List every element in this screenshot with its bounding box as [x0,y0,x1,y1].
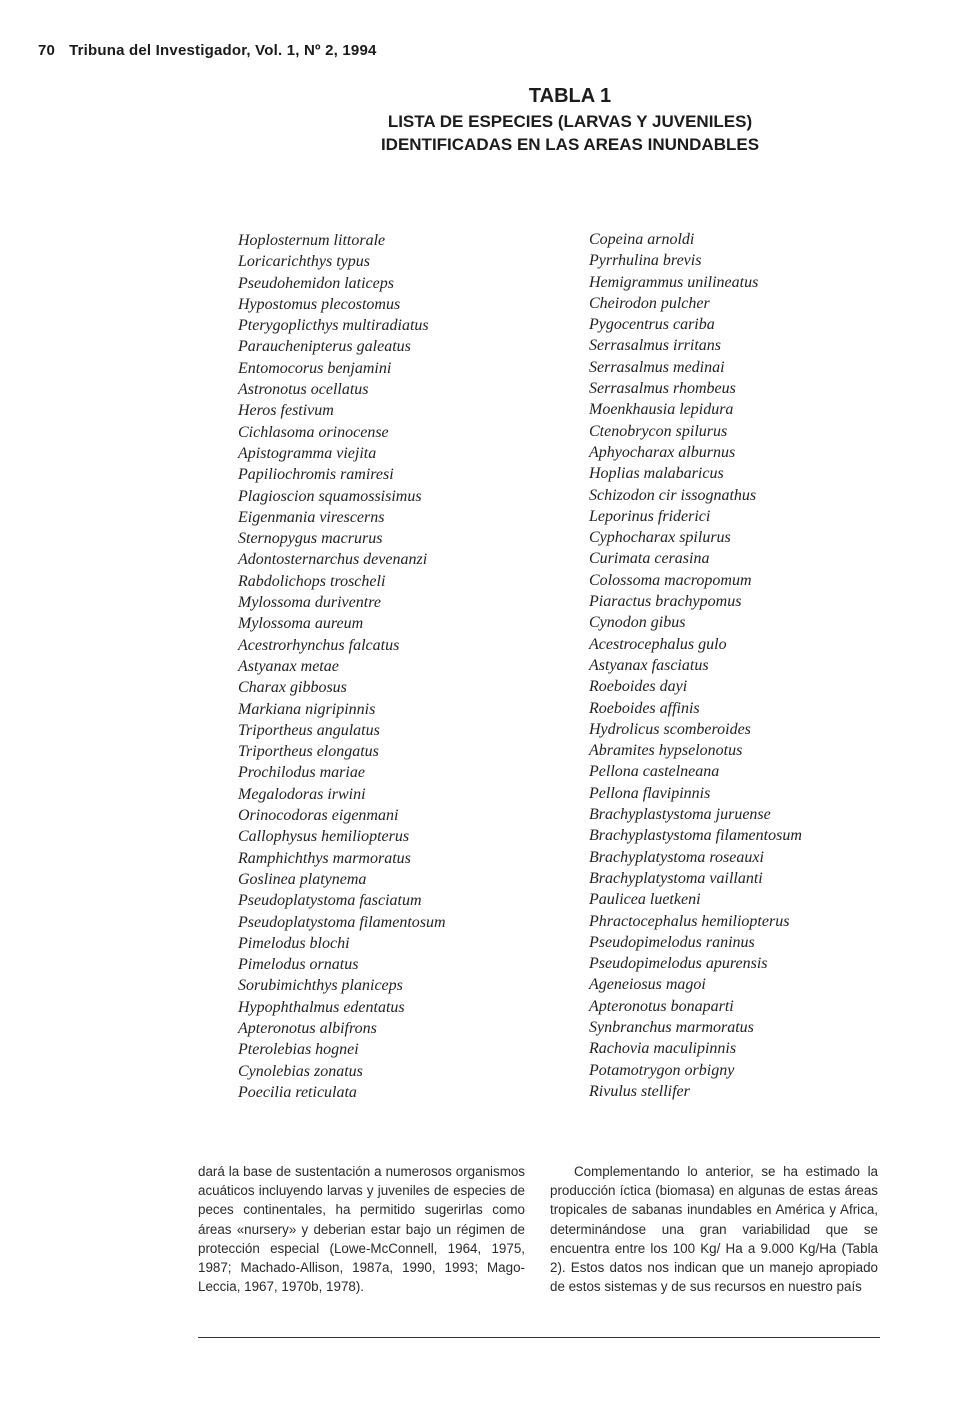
species-item: Serrasalmus rhombeus [589,380,736,398]
species-item: Callophysus hemiliopterus [238,828,410,846]
species-item: Sorubimichthys planiceps [238,977,403,995]
species-item: Cynodon gibus [589,614,686,632]
species-item: Brachyplastystoma juruense [589,806,771,824]
species-item: Ramphichthys marmoratus [238,849,411,867]
table-subtitle-line-2: IDENTIFICADAS EN LAS AREAS INUNDABLES [380,135,760,154]
species-item: Megalodoras irwini [238,785,366,803]
species-item: Copeina arnoldi [589,231,695,248]
species-item: Adontosternarchus devenanzi [238,551,428,569]
species-item: Rachovia maculipinnis [589,1040,737,1058]
species-item: Apteronotus albifrons [238,1019,377,1037]
species-item: Synbranchus marmoratus [589,1018,754,1036]
species-item: Goslinea platynema [238,870,367,888]
species-item: Pimelodus ornatus [238,956,359,974]
species-item: Piaractus brachypomus [589,593,742,611]
species-item: Hemigrammus unilineatus [589,273,759,291]
species-item: Cyphocharax spilurus [589,529,731,547]
species-item: Cynolebias zonatus [238,1062,363,1080]
table-title: TABLA 1 [528,85,612,107]
species-item: Hypophthalmus edentatus [238,998,405,1016]
species-item: Potamotrygon orbigny [589,1061,735,1079]
body-paragraph-left: dará la base de sustentación a numerosos organismos acuáticos incluyendo larvas y juveniles de especies de peces continentales, ha permitido sugerirlas como áreas «nursery» y deberian estar bajo un régimen de protección especial (Lowe-McConnell, 1964, 1975, 1987; Machado-Allison, 1987a, 1990, 1993; Mago-Leccia, 1967, 1970b, 1978). [198,1164,525,1295]
species-item: Hoplosternum littorale [238,232,386,249]
species-item: Markiana nigripinnis [238,700,376,718]
species-item: Pygocentrus cariba [589,316,715,334]
species-item: Apistogramma viejita [238,444,377,462]
species-item: Pseudoplatystoma filamentosum [238,913,446,931]
running-head [38,42,377,59]
species-item: Hoplias malabaricus [589,465,724,483]
species-item: Triportheus angulatus [238,721,380,739]
species-item: Hydrolicus scomberoides [589,720,751,738]
species-item: Pseudohemidon laticeps [238,274,394,292]
species-item: Serrasalmus medinai [589,358,725,376]
table-subtitle-line-1: LISTA DE ESPECIES (LARVAS Y JUVENILES) [387,112,753,131]
species-item: Brachyplastystoma filamentosum [589,827,802,845]
species-item: Triportheus elongatus [238,743,379,761]
species-item: Plagioscion squamossisimus [238,487,422,505]
species-item: Brachyplatystoma roseauxi [589,848,764,866]
species-item: Aphyocharax alburnus [589,443,736,461]
species-item: Roeboides affinis [589,699,700,717]
species-item: Paulicea luetkeni [589,891,701,909]
species-item: Prochilodus mariae [238,764,365,782]
species-item: Sternopygus macrurus [238,530,383,548]
species-item: Curimata cerasina [589,550,710,568]
species-item: Poecilia reticulata [238,1083,357,1101]
species-item: Pimelodus blochi [238,934,350,952]
species-item: Charax gibbosus [238,679,347,697]
species-item: Roeboides dayi [589,678,688,696]
species-item: Heros festivum [238,402,334,420]
species-item: Mylossoma duriventre [238,594,381,612]
species-item: Mylossoma aureum [238,615,364,633]
species-item: Pseudopimelodus raninus [589,933,755,951]
body-paragraph-right: Complementando lo anterior, se ha estimado la producción íctica (biomasa) en algunas de estas áreas tropicales de sabanas inundables en América y Africa, determinándose una gran variabilidad que se encuentra entre los 100 Kg/ Ha a 9.000 Kg/Ha (Tabla 2). Estos datos nos indican que un manejo apropiado de estos sistemas y de sus recursos en nuestro país [550,1164,878,1295]
species-list-right [589,229,909,1102]
species-item: Pellona flavipinnis [589,784,711,802]
species-item: Pseudopimelodus apurensis [589,955,768,973]
species-item: Pellona castelneana [589,763,720,781]
species-item: Astyanax metae [238,657,339,675]
species-item: Pyrrhulina brevis [589,252,702,270]
species-item: Parauchenipterus galeatus [238,338,411,356]
species-item: Ctenobrycon spilurus [589,422,728,440]
species-item: Acestrorhynchus falcatus [238,636,400,654]
species-item: Apteronotus bonaparti [589,997,734,1015]
species-item: Phractocephalus hemiliopterus [589,912,790,930]
species-item: Papiliochromis ramiresi [238,466,394,484]
species-item: Hypostomus plecostomus [238,295,401,313]
species-item: Astronotus ocellatus [238,381,369,399]
species-item: Cheirodon pulcher [589,294,710,312]
species-item: Schizodon cir issognathus [589,486,757,504]
species-item: Loricarichthys typus [238,253,370,271]
species-item: Colossoma macropomum [589,571,752,589]
species-list-left [238,230,558,1103]
journal-citation: Tribuna del Investigador, Vol. 1, Nº 2, 1994 [69,42,377,59]
species-item: Eigenmania virescerns [238,508,385,526]
page-number: 70 [38,42,56,59]
species-item: Pterygoplicthys multiradiatus [238,317,429,335]
species-item: Rabdolichops troscheli [238,572,386,590]
species-item: Acestrocephalus gulo [589,635,727,653]
species-item: Pterolebias hognei [238,1041,359,1059]
species-item: Ageneiosus magoi [589,976,706,994]
species-item: Brachyplatystoma vaillanti [589,869,763,887]
species-item: Cichlasoma orinocense [238,423,389,441]
species-item: Astyanax fasciatus [589,656,709,674]
footer-rule [198,1337,880,1338]
species-item: Leporinus friderici [589,507,711,525]
species-item: Abramites hypselonotus [589,742,743,760]
species-item: Moenkhausia lepidura [589,401,734,419]
species-item: Pseudoplatystoma fasciatum [238,892,422,910]
species-item: Serrasalmus irritans [589,337,722,355]
species-item: Orinocodoras eigenmani [238,807,399,825]
species-item: Entomocorus benjamini [238,359,392,377]
species-item: Rivulus stellifer [589,1082,690,1100]
